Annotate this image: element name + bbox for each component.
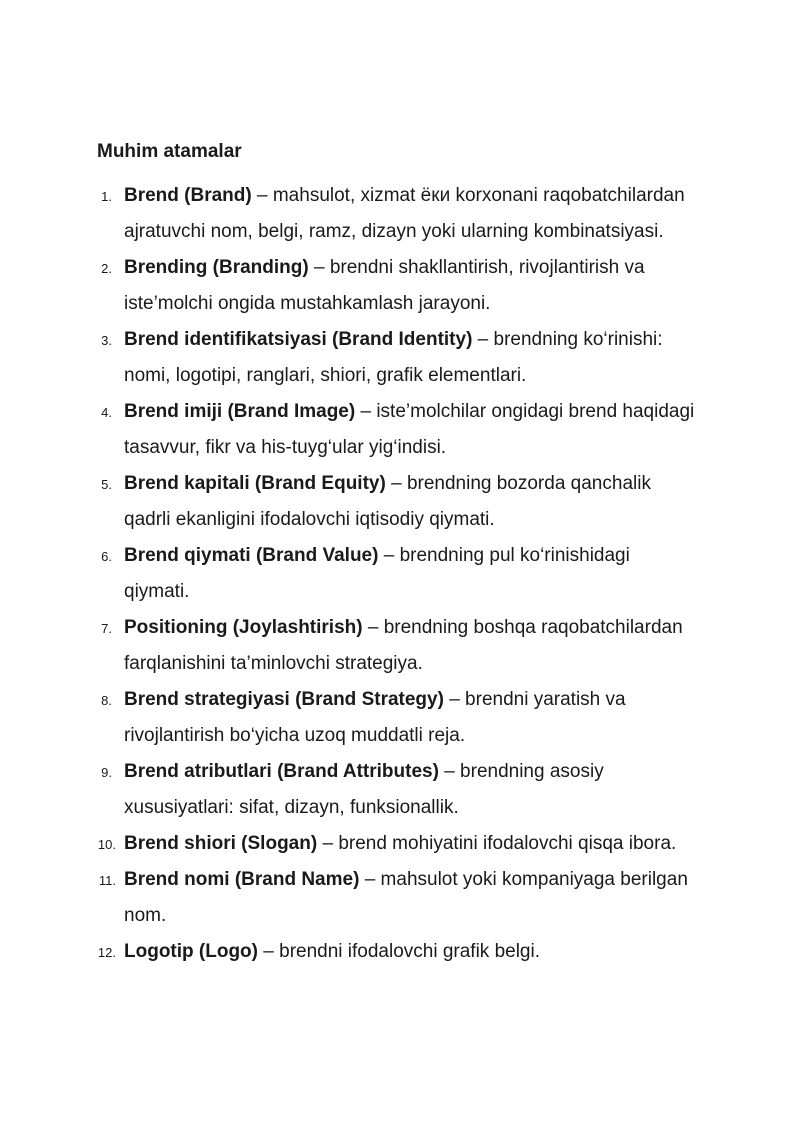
term-separator: – <box>317 833 339 854</box>
list-number: 4. <box>101 405 112 420</box>
section-heading: Muhim atamalar <box>97 141 242 162</box>
term-separator: – <box>438 761 461 782</box>
term-item <box>0 322 800 394</box>
term-definition: brendning ko‘rinishi: nomi, logotipi, ranglari, shiori, grafik elementlari. <box>124 329 663 386</box>
term-name: Positioning (Joylashtirish) <box>124 617 363 638</box>
term-item <box>0 610 800 682</box>
list-number: 2. <box>101 261 112 276</box>
term-definition: brendning pul ko‘rinishidagi qiymati. <box>124 545 630 602</box>
terms-list <box>0 178 800 970</box>
list-number: 9. <box>101 765 112 780</box>
term-separator: – <box>378 545 400 566</box>
term-name: Brend kapitali (Brand Equity) <box>124 473 386 494</box>
list-number: 10. <box>97 837 116 852</box>
term-separator: – <box>443 689 466 710</box>
term-item <box>0 826 800 862</box>
term-name: Brend identifikatsiyasi (Brand Identity) <box>124 329 473 350</box>
term-item <box>0 394 800 466</box>
list-number: 7. <box>101 621 112 636</box>
term-item <box>0 178 800 250</box>
term-definition: brendni yaratish va rivojlantirish bo‘yicha uzoq muddatli reja. <box>124 689 626 746</box>
term-name: Logotip (Logo) <box>124 941 258 962</box>
term-definition: brendning boshqa raqobatchilardan farqlanishini ta’minlovchi strategiya. <box>124 617 683 674</box>
term-definition: iste’molchilar ongidagi brend haqidagi tasavvur, fikr va his-tuyg‘ular yig‘indisi. <box>124 401 695 458</box>
list-number: 5. <box>101 477 112 492</box>
term-name: Brend shiori (Slogan) <box>124 833 318 854</box>
term-separator: – <box>362 617 384 638</box>
term-definition: brendning bozorda qanchalik qadrli ekanligini ifodalovchi iqtisodiy qiymati. <box>124 473 651 530</box>
term-item <box>0 250 800 322</box>
term-definition: brendning asosiy xususiyatlari: sifat, dizayn, funksionallik. <box>124 761 604 818</box>
term-item <box>0 538 800 610</box>
term-definition: mahsulot, xizmat ёки korxonani raqobatchilardan ajratuvchi nom, belgi, ramz, dizayn yoki ularning kombinatsiyasi. <box>124 185 685 242</box>
list-number: 3. <box>101 333 112 348</box>
term-separator: – <box>251 185 273 206</box>
term-item <box>0 466 800 538</box>
term-name: Brend (Brand) <box>124 185 252 206</box>
term-definition: brendni shakllantirish, rivojlantirish va iste’molchi ongida mustahkamlash jarayoni. <box>124 257 645 314</box>
list-number: 12. <box>97 945 116 960</box>
term-name: Brend strategiyasi (Brand Strategy) <box>124 689 444 710</box>
term-separator: – <box>359 869 381 890</box>
term-item <box>0 754 800 826</box>
term-separator: – <box>385 473 407 494</box>
term-name: Brend qiymati (Brand Value) <box>124 545 379 566</box>
term-name: Brending (Branding) <box>124 257 309 278</box>
term-separator: – <box>355 401 377 422</box>
term-item <box>0 682 800 754</box>
term-definition: brend mohiyatini ifodalovchi qisqa ibora. <box>338 833 677 854</box>
term-definition: mahsulot yoki kompaniyaga berilgan nom. <box>124 869 688 926</box>
list-number: 8. <box>101 693 112 708</box>
term-separator: – <box>258 941 280 962</box>
term-name: Brend atributlari (Brand Attributes) <box>124 761 439 782</box>
term-name: Brend nomi (Brand Name) <box>124 869 360 890</box>
list-number: 1. <box>101 189 112 204</box>
list-number: 11. <box>98 873 116 888</box>
term-name: Brend imiji (Brand Image) <box>124 401 356 422</box>
term-definition: brendni ifodalovchi grafik belgi. <box>279 941 541 962</box>
term-separator: – <box>472 329 494 350</box>
list-number: 6. <box>101 549 112 564</box>
term-item <box>0 934 800 970</box>
term-item <box>0 862 800 934</box>
term-separator: – <box>308 257 330 278</box>
